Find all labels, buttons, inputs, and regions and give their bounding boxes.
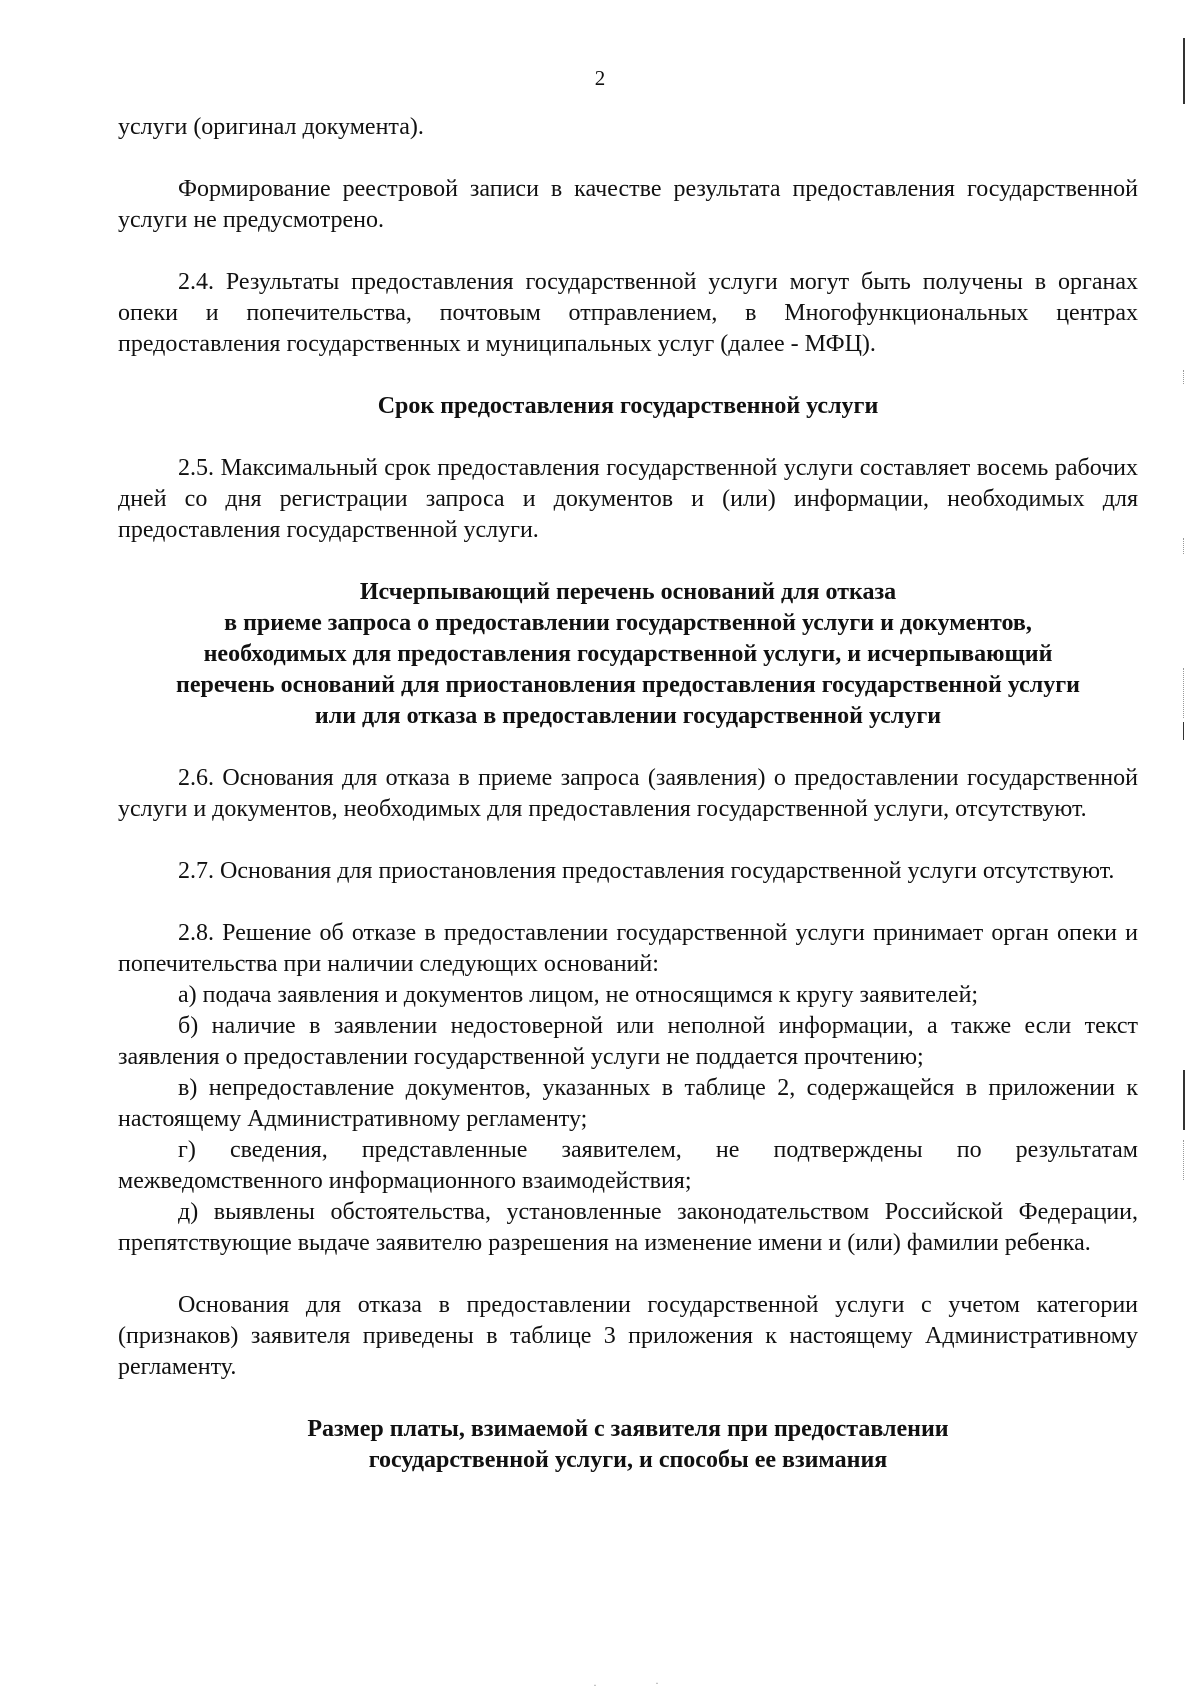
document-body (118, 112, 1138, 1476)
list-item: д) выявлены обстоятельства, установленные законодательством Российской Федерации, препятствующие выдаче заявителю разрешения на изменение имени и (или) фамилии ребенка. (118, 1199, 1138, 1256)
scan-margin-dots (1183, 538, 1185, 554)
heading-line: или для отказа в предоставлении государственной услуги (314, 703, 942, 729)
scan-speck: · (655, 1676, 659, 1690)
paragraph-continuation: услуги (оригинал документа). (118, 114, 424, 140)
scan-margin-dots (1183, 668, 1185, 718)
paragraph-refusal-categories: Основания для отказа в предоставлении государственной услуги с учетом категории (признаков) заявителя приведены в таблице 3 приложения к настоящему Административному регламенту. (118, 1292, 1138, 1380)
page-number: 2 (594, 66, 606, 90)
scan-margin-dots (1183, 370, 1185, 384)
list-item: г) сведения, представленные заявителем, не подтверждены по результатам межведомственного информационного взаимодействия; (118, 1137, 1138, 1194)
paragraph-2-4: 2.4. Результаты предоставления государственной услуги могут быть получены в органах опеки и попечительства, почтовым отправлением, в Многофункциональных центрах предоставления государственных и муниципальных услуг (далее - МФЦ). (118, 269, 1138, 357)
heading-line: перечень оснований для приостановления предоставления государственной услуги (176, 672, 1080, 698)
list-item: а) подача заявления и документов лицом, не относящимся к кругу заявителей; (178, 982, 979, 1008)
scan-margin-mark (1183, 722, 1184, 740)
list-item: в) непредоставление документов, указанных в таблице 2, содержащейся в приложении к настоящему Административному регламенту; (118, 1075, 1138, 1132)
heading-line: государственной услуги, и способы ее взимания (368, 1447, 888, 1473)
heading-refusal-grounds (118, 577, 1138, 732)
paragraph-2-5: 2.5. Максимальный срок предоставления государственной услуги составляет восемь рабочих дней со дня регистрации запроса и документов и (или) информации, необходимых для предоставления государственной услуги. (118, 455, 1138, 543)
scan-margin-dots (1183, 1140, 1185, 1180)
paragraph-2-7: 2.7. Основания для приостановления предоставления государственной услуги отсутствуют. (178, 858, 1115, 884)
paragraph-2-8: 2.8. Решение об отказе в предоставлении государственной услуги принимает орган опеки и попечительства при наличии следующих оснований: (118, 920, 1138, 977)
heading-line: в приеме запроса о предоставлении государственной услуги и документов, (224, 610, 1032, 636)
scan-margin-mark (1183, 38, 1185, 104)
scan-margin-mark (1183, 1070, 1185, 1130)
heading-service-term: Срок предоставления государственной услуги (377, 393, 879, 419)
heading-fee (118, 1414, 1138, 1476)
heading-line: Исчерпывающий перечень оснований для отказа (359, 579, 897, 605)
heading-line: Размер платы, взимаемой с заявителя при предоставлении (307, 1416, 949, 1442)
paragraph-registry-record: Формирование реестровой записи в качестве результата предоставления государственной услуги не предусмотрено. (118, 176, 1138, 233)
list-item: б) наличие в заявлении недостоверной или неполной информации, а также если текст заявления о предоставлении государственной услуги не поддается прочтению; (118, 1013, 1138, 1070)
scan-speck: · (593, 1678, 597, 1692)
heading-line: необходимых для предоставления государственной услуги, и исчерпывающий (203, 641, 1053, 667)
paragraph-2-6: 2.6. Основания для отказа в приеме запроса (заявления) о предоставлении государственной услуги и документов, необходимых для предоставления государственной услуги, отсутствуют. (118, 765, 1138, 822)
